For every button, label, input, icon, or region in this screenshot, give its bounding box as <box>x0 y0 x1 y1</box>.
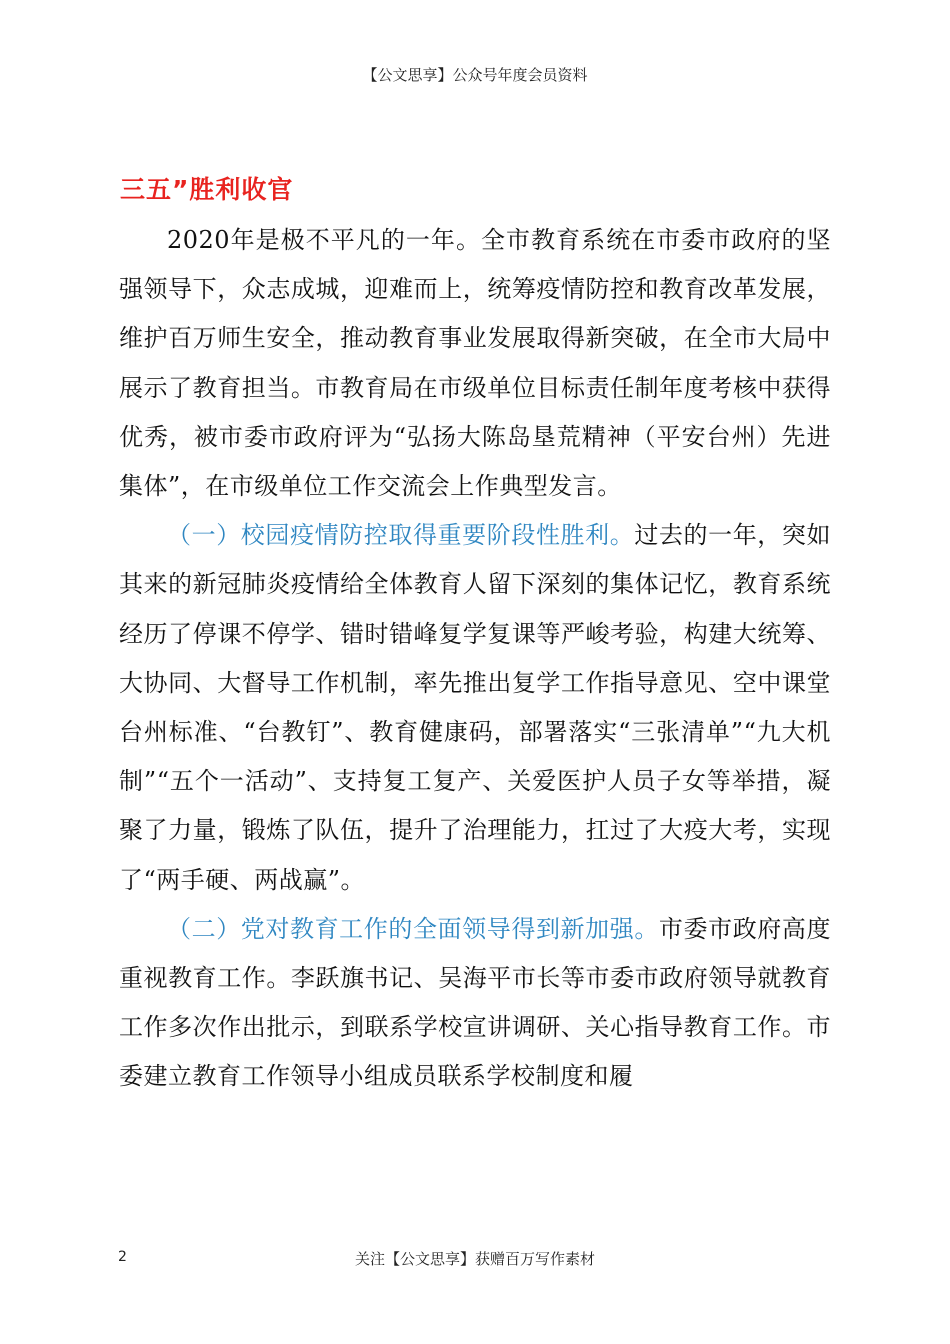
paragraph-text: 2020年是极不平凡的一年。全市教育系统在市委市政府的坚强领导下，众志成城，迎难而上，统筹疫情防控和教育改革发展，维护百万师生安全，推动教育事业发展取得新突破，在全市大局中展示了教育担当。市教育局在市级单位目标责任制年度考核中获得优秀，被市委市政府评为“弘扬大陈岛垦荒精神（平安台州）先进集体”，在市级单位工作交流会上作典型发言。 <box>119 226 831 501</box>
subheading-epidemic: （一）校园疫情防控取得重要阶段性胜利。 <box>167 521 635 550</box>
section-heading: 三五”胜利收官 <box>120 175 294 204</box>
paragraph-epidemic <box>119 511 831 905</box>
page-footer: 关注【公文思享】获赠百万写作素材 <box>354 1250 595 1268</box>
paragraph-text: 市委市政府高度重视教育工作。李跃旗书记、吴海平市长等市委市政府领导就教育工作多次作出批示，到联系学校宣讲调研、关心指导教育工作。市委建立教育工作领导小组成员联系学校制度和履 <box>119 914 831 1091</box>
page-number: 2 <box>118 1249 127 1265</box>
subheading-party-leadership: （二）党对教育工作的全面领导得到新加强。 <box>167 914 659 943</box>
paragraph-party-leadership <box>119 905 831 1102</box>
page-header: 【公文思享】公众号年度会员资料 <box>362 66 588 84</box>
paragraph-text: 过去的一年，突如其来的新冠肺炎疫情给全体教育人留下深刻的集体记忆，教育系统经历了停课不停学、错时错峰复学复课等严峻考验，构建大统筹、大协同、大督导工作机制，率先推出复学工作指导意见、空中课堂台州标准、“台教钉”、教育健康码，部署落实“三张清单”“九大机制”“五个一活动”、支持复工复产、关爱医护人员子女等举措，凝聚了力量，锻炼了队伍，提升了治理能力，扛过了大疫大考，实现了“两手硬、两战赢”。 <box>119 521 832 894</box>
body-text <box>119 216 831 1102</box>
paragraph-intro <box>119 216 831 511</box>
